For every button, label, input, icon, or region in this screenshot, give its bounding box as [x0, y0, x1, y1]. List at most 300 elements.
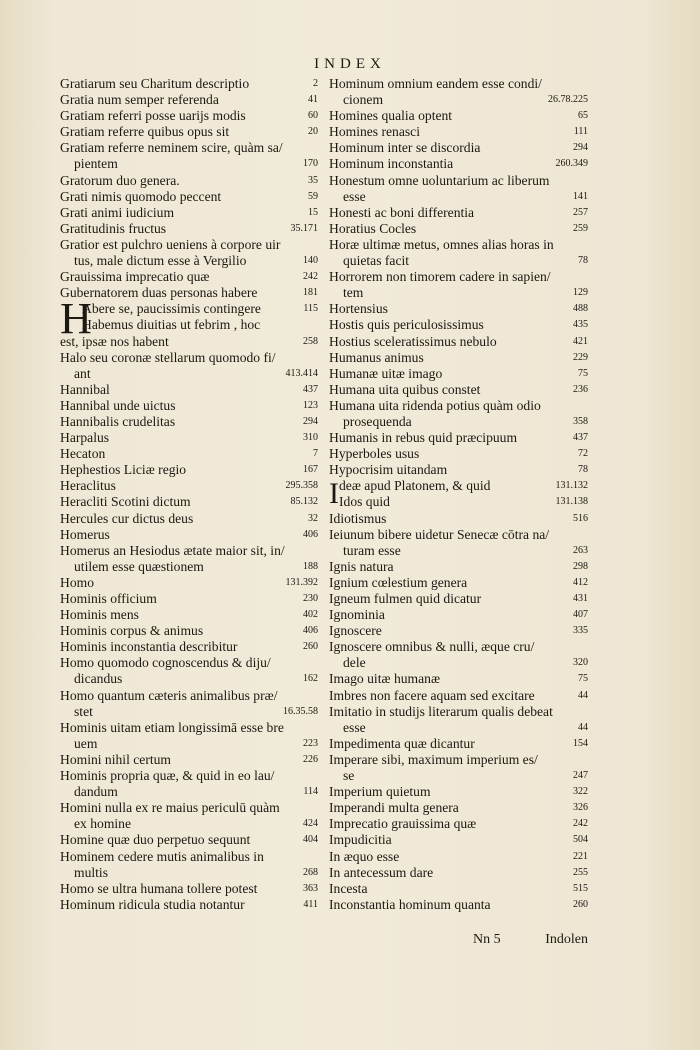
- index-entry: [60, 559, 318, 575]
- index-entry: [329, 623, 588, 639]
- entry-text: Homo quantum cæteris animalibus præ/: [60, 687, 278, 703]
- entry-text: tus, male dictum esse à Vergilio: [74, 253, 247, 269]
- page-reference: 20: [308, 126, 318, 138]
- entry-text: Hostius sceleratissimus nebulo: [329, 333, 497, 349]
- index-entry: [329, 253, 588, 269]
- page-reference: 412: [573, 576, 588, 588]
- entry-text: Grati nimis quomodo peccent: [60, 188, 222, 204]
- entry-text: Homo quomodo cognoscendus & diju/: [60, 655, 271, 671]
- page-reference: 407: [573, 609, 588, 621]
- entry-text: Imprecatio grauissima quæ: [329, 816, 477, 832]
- page-reference: 44: [578, 689, 588, 701]
- index-entry: [329, 655, 588, 671]
- entry-text: ant: [74, 365, 91, 381]
- index-entry: [60, 237, 318, 253]
- index-entry: [60, 173, 318, 189]
- entry-text: Imago uitæ humanæ: [329, 671, 441, 687]
- page-reference: 65: [578, 110, 588, 122]
- page-reference: 258: [303, 335, 318, 347]
- index-entry: [60, 334, 318, 350]
- index-entry: [60, 430, 318, 446]
- page-reference: 411: [303, 898, 318, 910]
- entry-text: Homerus: [60, 526, 110, 542]
- entry-text: est, ipsæ nos habent: [60, 333, 169, 349]
- page-reference: 431: [573, 593, 588, 604]
- page-reference: 363: [303, 882, 318, 894]
- running-head: INDEX: [314, 56, 386, 72]
- entry-text: utilem esse quæstionem: [74, 558, 204, 574]
- page-reference: 242: [303, 271, 318, 283]
- entry-text: Imbres non facere aquam sed excitare: [329, 687, 535, 703]
- page-reference: 111: [573, 126, 588, 138]
- entry-text: Hominis mens: [60, 607, 139, 623]
- page-reference: 268: [303, 866, 318, 878]
- index-entry: [329, 671, 588, 687]
- index-entry: [60, 511, 318, 527]
- index-entry: [60, 623, 318, 639]
- page-reference: 32: [308, 512, 318, 524]
- entry-text: Homines renasci: [329, 124, 420, 140]
- entry-text: Hephestios Liciæ regio: [60, 462, 187, 478]
- index-entry: [60, 832, 318, 848]
- index-entry: [329, 366, 588, 382]
- entry-text: Honesti ac boni differentia: [329, 204, 475, 220]
- entry-text: Hominis corpus & animus: [60, 623, 204, 639]
- index-entry: [60, 897, 318, 913]
- index-entry: [60, 688, 318, 704]
- index-entry: [329, 607, 588, 623]
- entry-text: In antecessum dare: [329, 864, 434, 880]
- index-entry: [60, 494, 318, 510]
- page-reference: 424: [303, 818, 318, 830]
- index-entry: [329, 768, 588, 784]
- page-reference: 162: [303, 673, 318, 685]
- page-reference: 402: [303, 609, 318, 621]
- entry-text: Hominis propria quæ, & quid in eo lau/: [60, 768, 275, 784]
- initial-letter: H: [60, 294, 92, 344]
- catchword: Indolen: [545, 932, 588, 947]
- index-entry: [60, 382, 318, 398]
- entry-text: Ignoscere: [329, 623, 382, 639]
- index-entry: [60, 591, 318, 607]
- index-entry: [329, 285, 588, 301]
- page-reference: 295.358: [285, 480, 318, 492]
- page-reference: 294: [303, 415, 318, 427]
- page-reference: 259: [573, 222, 588, 234]
- page-reference: 123: [303, 399, 318, 411]
- page-reference: 226: [303, 753, 318, 765]
- page-reference: 188: [303, 560, 318, 572]
- entry-text: Gratia num semper referenda: [60, 92, 219, 108]
- entry-text: Hominum omnium eandem esse condi/: [329, 76, 542, 91]
- entry-text: Heracliti Scotini dictum: [60, 494, 191, 510]
- index-entry: [60, 317, 318, 333]
- entry-text: Gubernatorem duas personas habere: [60, 285, 258, 301]
- index-entry: [329, 221, 588, 237]
- page-reference: 131.138: [555, 496, 588, 508]
- entry-text: Hercules cur dictus deus: [60, 510, 194, 526]
- index-entry: [329, 720, 588, 736]
- entry-text: pientem: [74, 156, 118, 172]
- page-reference: 131.392: [285, 576, 318, 588]
- entry-text: dele: [343, 655, 366, 671]
- page-reference: 7: [313, 448, 318, 460]
- index-entry: [329, 881, 588, 897]
- index-entry: [60, 414, 318, 430]
- page-reference: 406: [303, 625, 318, 637]
- index-entry: [329, 446, 588, 462]
- index-entry: [329, 124, 588, 140]
- entry-text: Hostis quis periculosissimus: [329, 317, 484, 333]
- index-entry: [60, 671, 318, 687]
- index-entry: [329, 559, 588, 575]
- index-entry: [329, 897, 588, 913]
- index-entry: [329, 269, 588, 285]
- page-reference: 236: [573, 383, 588, 395]
- index-entry: [329, 494, 588, 510]
- index-entry: [329, 92, 588, 108]
- index-entry: [329, 350, 588, 366]
- page-reference: 16.35.58: [283, 705, 318, 717]
- page-reference: 115: [303, 303, 318, 315]
- index-entry: [60, 478, 318, 494]
- index-entry: [329, 156, 588, 172]
- page-reference: 44: [578, 721, 588, 733]
- page-reference: 26.78.225: [548, 94, 588, 106]
- index-entry: [329, 704, 588, 720]
- entry-text: Homines qualia optent: [329, 108, 453, 124]
- page-reference: 437: [303, 383, 318, 395]
- entry-text: esse: [343, 188, 366, 204]
- entry-text: Homine quæ duo perpetuo sequunt: [60, 832, 251, 848]
- index-entry: [329, 816, 588, 832]
- page-reference: 85.132: [290, 496, 318, 508]
- index-entry: [329, 736, 588, 752]
- page-reference: 15: [308, 206, 318, 218]
- entry-text: Humanæ uitæ imago: [329, 365, 443, 381]
- index-entry: [60, 575, 318, 591]
- entry-text: Hannibal: [60, 381, 110, 397]
- index-entry: [329, 189, 588, 205]
- entry-text: Hyperboles usus: [329, 446, 420, 462]
- page-reference: 242: [573, 818, 588, 830]
- index-entry: [60, 865, 318, 881]
- index-entry: [329, 752, 588, 768]
- page-reference: 2: [313, 78, 318, 89]
- page-reference: 515: [573, 882, 588, 894]
- index-entry: [60, 108, 318, 124]
- entry-text: Idos quid: [339, 494, 390, 510]
- entry-text: uem: [74, 735, 98, 751]
- page-reference: 154: [573, 737, 588, 749]
- index-entry: [329, 398, 588, 414]
- index-entry: [60, 124, 318, 140]
- index-entry: [329, 462, 588, 478]
- page-reference: 406: [303, 528, 318, 540]
- entry-text: Homini nihil certum: [60, 751, 172, 767]
- index-entry: [60, 350, 318, 366]
- entry-text: Gratiam referre neminem scire, quàm sa/: [60, 140, 283, 156]
- page-reference: 504: [573, 834, 588, 846]
- entry-text: Gratiam referre quibus opus sit: [60, 124, 230, 140]
- index-entry: [329, 800, 588, 816]
- entry-text: Gratior est pulchro ueniens à corpore uir: [60, 236, 281, 252]
- entry-text: Idiotismus: [329, 510, 387, 526]
- page-reference: 221: [573, 850, 588, 862]
- entry-text: Ignium cœlestium genera: [329, 574, 468, 590]
- entry-text: Abere se, paucissimis contingere: [82, 301, 261, 317]
- entry-text: Humana uita ridenda potius quàm odio: [329, 397, 541, 413]
- entry-text: Homo se ultra humana tollere potest: [60, 880, 258, 896]
- entry-text: dandum: [74, 784, 118, 800]
- entry-text: Homerus an Hesiodus ætate maior sit, in/: [60, 542, 285, 558]
- index-entry: [60, 156, 318, 172]
- entry-text: turam esse: [343, 542, 401, 558]
- entry-text: Hominum inter se discordia: [329, 140, 481, 156]
- page-reference: 437: [573, 432, 588, 444]
- index-entry: [60, 301, 318, 317]
- entry-text: Igneum fulmen quid dicatur: [329, 591, 482, 606]
- page-reference: 131.132: [555, 480, 588, 492]
- page-reference: 260.349: [555, 158, 588, 170]
- index-entry: [60, 816, 318, 832]
- entry-text: Humanus animus: [329, 349, 424, 365]
- index-column-left: [60, 76, 318, 913]
- page-reference: 59: [308, 190, 318, 202]
- index-column-right: [329, 76, 588, 913]
- index-entry: [60, 285, 318, 301]
- entry-text: Gratiam referri posse uarijs modis: [60, 108, 246, 124]
- page-reference: 263: [573, 544, 588, 556]
- entry-text: Ignominia: [329, 607, 385, 623]
- page-reference: 229: [573, 351, 588, 363]
- initial-block: [60, 294, 318, 349]
- index-entry: [60, 140, 318, 156]
- entry-text: cionem: [343, 92, 384, 108]
- index-entry: [329, 688, 588, 704]
- index-entry: [329, 317, 588, 333]
- index-entry: [329, 511, 588, 527]
- index-entry: [329, 478, 588, 494]
- index-entry: [329, 527, 588, 543]
- index-entry: [329, 237, 588, 253]
- page-reference: 72: [578, 448, 588, 460]
- page-reference: 322: [573, 786, 588, 798]
- index-entry: [60, 92, 318, 108]
- page-reference: 140: [303, 255, 318, 267]
- entry-text: Honestum omne uoluntarium ac liberum: [329, 172, 550, 188]
- entry-text: Gratiarum seu Charitum descriptio: [60, 76, 250, 91]
- entry-text: tem: [343, 285, 364, 301]
- entry-text: Horæ ultimæ metus, omnes alias horas in: [329, 236, 554, 252]
- index-entry: [60, 800, 318, 816]
- index-entry: [329, 575, 588, 591]
- entry-text: Gratitudinis fructus: [60, 220, 167, 236]
- page-reference: 247: [573, 770, 588, 782]
- entry-text: Hominum ridicula studia notantur: [60, 896, 245, 912]
- initial-block: [329, 478, 588, 510]
- index-entry: [60, 205, 318, 221]
- page-reference: 141: [573, 190, 588, 202]
- index-entry: [329, 173, 588, 189]
- entry-text: Humanis in rebus quid præcipuum: [329, 430, 518, 446]
- page-reference: 167: [303, 464, 318, 476]
- index-entry: [329, 140, 588, 156]
- page-reference: 326: [573, 802, 588, 814]
- entry-text: Hominem cedere mutis animalibus in: [60, 848, 264, 864]
- entry-text: Imperium quietum: [329, 784, 431, 800]
- entry-text: Ieiunum bibere uidetur Senecæ cōtra na/: [329, 526, 550, 542]
- entry-text: Hominis inconstantia describitur: [60, 639, 238, 655]
- index-entry: [329, 784, 588, 800]
- index-entry: [60, 768, 318, 784]
- entry-text: Imperare sibi, maximum imperium es/: [329, 751, 538, 767]
- entry-text: Hannibal unde uictus: [60, 397, 176, 413]
- entry-text: Hominum inconstantia: [329, 156, 454, 172]
- entry-text: Hannibalis crudelitas: [60, 413, 176, 429]
- entry-text: Hominis uitam etiam longissimā esse bre: [60, 719, 284, 735]
- index-entry: [329, 76, 588, 92]
- entry-text: Imperandi multa genera: [329, 800, 459, 816]
- entry-text: Horrorem non timorem cadere in sapien/: [329, 269, 551, 285]
- index-entry: [60, 76, 318, 92]
- entry-text: Imitatio in studijs literarum qualis debeat: [329, 703, 553, 719]
- index-entry: [60, 720, 318, 736]
- entry-text: Impudicitia: [329, 832, 392, 848]
- index-entry: [329, 543, 588, 559]
- index-entry: [60, 849, 318, 865]
- entry-text: Halo seu coronæ stellarum quomodo fi/: [60, 349, 276, 365]
- index-entry: [60, 253, 318, 269]
- signature-mark: Nn 5: [473, 932, 501, 947]
- page-reference: 335: [573, 625, 588, 637]
- index-entry: [60, 607, 318, 623]
- index-entry: [329, 108, 588, 124]
- page-reference: 75: [578, 673, 588, 685]
- entry-text: deæ apud Platonem, & quid: [339, 478, 491, 494]
- page-reference: 320: [573, 657, 588, 669]
- index-entry: [60, 881, 318, 897]
- catchword-line: [473, 932, 588, 948]
- entry-text: se: [343, 768, 355, 784]
- index-entry: [329, 301, 588, 317]
- page-reference: 358: [573, 415, 588, 427]
- page-reference: 298: [573, 560, 588, 572]
- entry-text: Hominis officium: [60, 591, 157, 606]
- entry-text: Ignis natura: [329, 558, 394, 574]
- entry-text: ex homine: [74, 816, 132, 832]
- page-reference: 170: [303, 158, 318, 170]
- entry-text: prosequenda: [343, 413, 412, 429]
- index-entry: [329, 639, 588, 655]
- page-reference: 294: [573, 142, 588, 154]
- entry-text: Hortensius: [329, 301, 388, 317]
- page-reference: 230: [303, 593, 318, 604]
- entry-text: Inconstantia hominum quanta: [329, 896, 491, 912]
- index-entry: [60, 543, 318, 559]
- index-entry: [329, 849, 588, 865]
- page-reference: 41: [308, 94, 318, 106]
- index-entry: [60, 189, 318, 205]
- entry-text: Grauissima imprecatio quæ: [60, 269, 210, 285]
- initial-letter: I: [329, 477, 339, 511]
- page-reference: 75: [578, 367, 588, 379]
- page-reference: 421: [573, 335, 588, 347]
- page-reference: 488: [573, 303, 588, 315]
- index-entry: [60, 269, 318, 285]
- index-entry: [329, 430, 588, 446]
- entry-text: Harpalus: [60, 430, 110, 446]
- entry-text: Humana uita quibus constet: [329, 381, 481, 397]
- page-reference: 255: [573, 866, 588, 878]
- entry-text: Grati animi iudicium: [60, 204, 175, 220]
- entry-text: Hypocrisim uitandam: [329, 462, 448, 478]
- entry-text: dicandus: [74, 671, 123, 687]
- entry-text: Hecaton: [60, 446, 106, 462]
- index-entry: [329, 591, 588, 607]
- entry-text: Incesta: [329, 880, 368, 896]
- entry-text: stet: [74, 703, 93, 719]
- page-reference: 114: [303, 786, 318, 798]
- page-reference: 260: [303, 641, 318, 653]
- index-entry: [60, 398, 318, 414]
- page-reference: 78: [578, 255, 588, 267]
- entry-text: multis: [74, 864, 108, 880]
- page-reference: 260: [573, 898, 588, 910]
- page-reference: 435: [573, 319, 588, 331]
- entry-text: In æquo esse: [329, 848, 400, 864]
- index-entry: [60, 655, 318, 671]
- entry-text: Heraclitus: [60, 478, 116, 494]
- index-entry: [329, 832, 588, 848]
- entry-text: Habemus diuitias ut febrim , hoc: [82, 317, 261, 333]
- entry-text: Horatius Cocles: [329, 220, 417, 236]
- index-entry: [329, 382, 588, 398]
- entry-text: quietas facit: [343, 253, 410, 269]
- page-reference: 404: [303, 834, 318, 846]
- index-entry: [60, 736, 318, 752]
- entry-text: Ignoscere omnibus & nulli, æque cru/: [329, 639, 535, 655]
- index-entry: [329, 414, 588, 430]
- index-entry: [60, 366, 318, 382]
- page-reference: 516: [573, 512, 588, 524]
- index-entry: [60, 527, 318, 543]
- entry-text: Gratorum duo genera.: [60, 172, 180, 188]
- index-entry: [60, 462, 318, 478]
- page-reference: 257: [573, 206, 588, 218]
- page-reference: 413.414: [285, 367, 318, 379]
- index-entry: [60, 704, 318, 720]
- page-reference: 35.171: [290, 222, 318, 234]
- entry-text: Homo: [60, 574, 94, 590]
- page-reference: 35: [308, 174, 318, 186]
- index-entry: [60, 446, 318, 462]
- index-entry: [329, 205, 588, 221]
- index-entry: [60, 784, 318, 800]
- page-reference: 310: [303, 432, 318, 444]
- index-entry: [60, 752, 318, 768]
- entry-text: Impedimenta quæ dicantur: [329, 735, 475, 751]
- entry-text: esse: [343, 719, 366, 735]
- page-reference: 60: [308, 110, 318, 122]
- page-reference: 181: [303, 287, 318, 299]
- index-entry: [60, 221, 318, 237]
- index-entry: [60, 639, 318, 655]
- page-reference: 223: [303, 737, 318, 749]
- entry-text: Homini nulla ex re maius periculū quàm: [60, 800, 280, 816]
- index-entry: [329, 865, 588, 881]
- page-reference: 129: [573, 287, 588, 299]
